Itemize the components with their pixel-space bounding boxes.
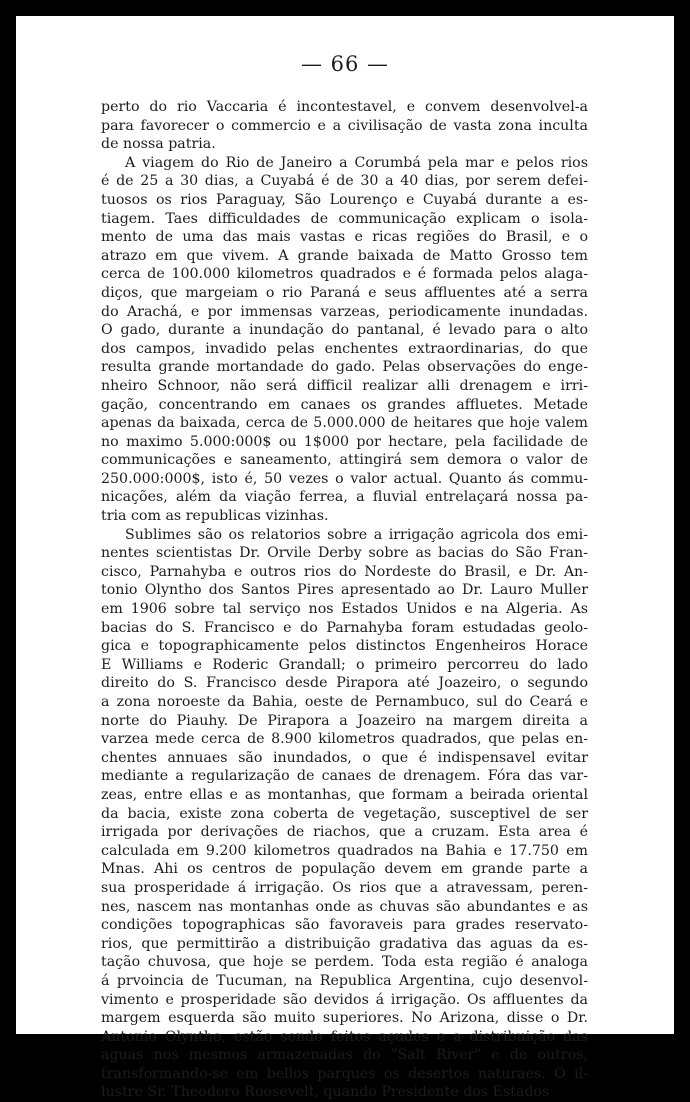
text-line: dos campos, invadido pelas enchentes extraordinarias, do que [101,340,588,357]
text-line: perto do rio Vaccaria é incontestavel, e convem desenvolvel-a [101,99,588,115]
text-line: Sublimes são os relatorios sobre a irrigação agricola dos emi- [125,526,588,543]
text-line: transformando-se em bellos parques os desertos naturaes. O il- [101,1065,588,1082]
text-line: Antonio Olyntho, estão sendo feitos açudes e a distribuição das [101,1028,588,1045]
text-line: chentes annuaes são inundados, o que é indispensavel evitar [101,749,588,766]
text-line: margem esquerda são muito superiores. No Arizona, disse o Dr. [101,1010,588,1027]
text-line: nheiro Schnoor, não será difficil realizar alli drenagem e irri- [101,377,588,394]
text-line: communicações e saneamento, attingirá sem demora o valor de [101,452,588,469]
book-page [16,16,674,1101]
body-text [101,98,588,1102]
text-line: varzea mede cerca de 8.900 kilometros quadrados, que pelas en- [101,731,588,748]
text-line: tação chuvosa, que hoje se perdem. Toda esta região é analoga [101,954,588,971]
text-line: a zona noroeste da Bahia, oeste de Pernambuco, sul do Ceará e [101,694,588,710]
text-line: A viagem do Rio de Janeiro a Corumbá pela mar e pelos rios [125,154,588,171]
page-number: — 66 — [300,52,390,76]
text-line: nicações, além da viação ferrea, a fluvial entrelaçará nossa pa- [101,489,588,506]
text-line: tuosos os rios Paraguay, São Lourenço e Cuyabá durante a es- [101,191,588,208]
text-line: do Arachá, e por immensas varzeas, periodicamente inundadas. [101,303,588,320]
text-line: norte do Piauhy. De Pirapora a Joazeiro na margem direita a [101,712,588,729]
text-line: calculada em 9.200 kilometros quadrados na Bahia e 17.750 em [101,842,588,859]
text-line: O gado, durante a inundação do pantanal, é levado para o alto [101,322,588,339]
text-line: rios, que permittirão a distribuição gradativa das aguas da es- [101,935,588,952]
text-line: para favorecer o commercio e a civilisação de vasta zona inculta [101,117,588,134]
text-line: resulta grande mortandade do gado. Pelas observações do enge- [101,359,588,376]
text-line: da bacia, existe zona coberta de vegetação, susceptivel de ser [101,805,588,822]
text-line: nes, nascem nas montanhas onde as chuvas são abundantes e as [101,898,588,915]
text-line: no maximo 5.000:000$ ou 1$000 por hectare, pela facilidade de [101,433,588,450]
text-line: é de 25 a 30 dias, a Cuyabá é de 30 a 40 dias, por serem defei- [101,173,588,190]
text-line: gica e topographicamente pelos distinctos Engenheiros Horace [101,638,588,655]
text-line: E Williams e Roderic Grandall; o primeiro percorreu do lado [101,656,588,673]
text-line: tonio Olyntho dos Santos Pires apresentado ao Dr. Lauro Muller [101,582,588,599]
text-line: á prvoincia de Tucuman, na Republica Argentina, cujo desenvol- [101,972,588,989]
text-line: gação, concentrando em canaes os grandes affluetes. Metade [101,396,588,413]
paragraph [101,154,588,526]
paragraph [101,98,588,154]
text-line: tiagem. Taes difficuldades de communicação explicam o isola- [101,210,588,227]
text-line: sua prosperidade á irrigação. Os rios que a atravessam, peren- [101,879,588,896]
text-line: vimento e prosperidade são devidos á irrigação. Os affluentes da [101,991,588,1008]
text-line: em 1906 sobre tal serviço nos Estados Unidos e na Algeria. As [101,601,588,618]
text-line: atrazo em que vivem. A grande baixada de Matto Grosso tem [101,247,588,264]
text-line: tria com as republicas vizinhas. [101,508,329,525]
text-line: diços, que margeiam o rio Paraná e seus affluentes até a serra [101,284,588,301]
text-line: bacias do S. Francisco e do Parnahyba foram estudadas geolo- [101,619,588,636]
text-line: lustre Sr. Theodoro Roosevelt, quando Presidente dos Estados [101,1084,550,1101]
text-line: mediante a regularização de canaes de drenagem. Fóra das var- [101,768,588,785]
text-line: 250.000:000$, isto é, 50 vezes o valor actual. Quanto ás commu- [101,470,588,487]
text-line: zeas, entre ellas e as montanhas, que formam a beirada oriental [101,786,588,803]
paragraph [101,526,588,1102]
text-line: mento de uma das mais vastas e ricas regiões do Brasil, e o [101,229,588,246]
text-line: Mnas. Ahi os centros de população devem em grande parte a [101,861,588,878]
text-line: cerca de 100.000 kilometros quadrados e é formada pelos alaga- [101,266,588,283]
text-line: cisco, Parnahyba e outros rios do Nordeste do Brasil, e Dr. An- [101,563,588,580]
text-line: condições topographicas são favoraveis para grades reservato- [101,917,588,934]
text-line: direito do S. Francisco desde Pirapora até Joazeiro, o segundo [101,675,588,692]
text-line: apenas da baixada, cerca de 5.000.000 de heitares que hoje valem [101,415,588,432]
text-line: nentes scientistas Dr. Orvile Derby sobre as bacias do São Fran- [101,545,588,562]
text-line: irrigada por derivações de riachos, que a cruzam. Esta area é [101,824,588,841]
text-line: aguas nos mesmos armazenadas do "Salt River" e de outros, [101,1047,588,1064]
text-line: de nossa patria. [101,136,216,153]
